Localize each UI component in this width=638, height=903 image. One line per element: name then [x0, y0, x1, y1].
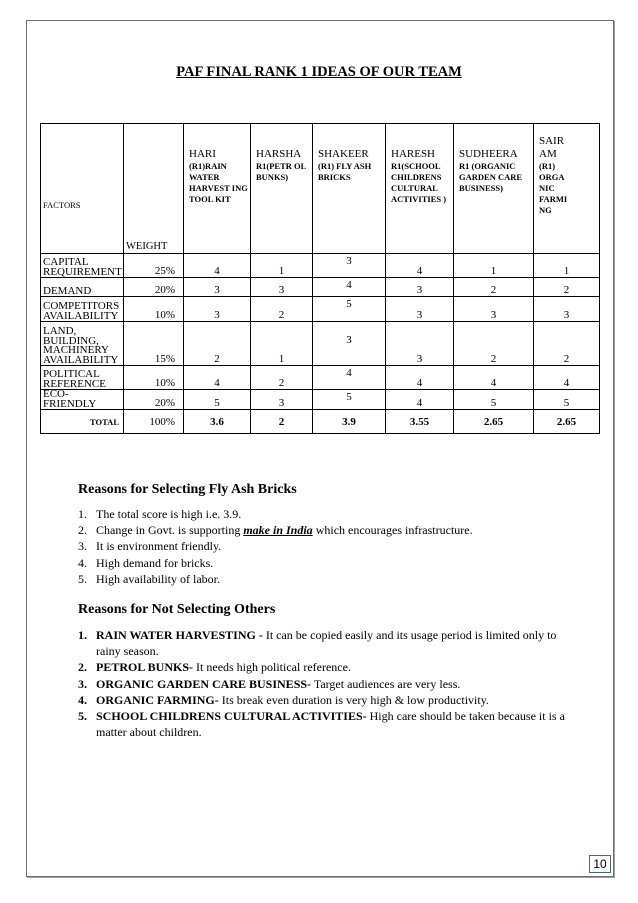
column-header: SHAKEER (R1) FLY ASH BRICKS — [313, 124, 386, 254]
list-item: 3. It is environment friendly. — [78, 539, 222, 554]
score-cell: 3 — [454, 297, 534, 322]
score-cell: 4 — [386, 366, 454, 390]
score-cell: 2 — [251, 366, 313, 390]
table-row — [41, 297, 600, 322]
factors-header: FACTORS — [41, 124, 124, 254]
table-header-row — [41, 124, 600, 254]
list-item: 1. The total score is high i.e. 3.9. — [78, 507, 242, 521]
score-cell: 1 — [251, 254, 313, 278]
page-title: PAF FINAL RANK 1 IDEAS OF OUR TEAM — [176, 64, 462, 80]
score-cell: 1 — [454, 254, 534, 278]
column-header: SUDHEERA R1 (ORGANIC GARDEN CARE BUSINESS) — [454, 124, 534, 254]
score-cell: 4 — [454, 366, 534, 390]
score-cell: 4 — [313, 366, 386, 390]
table-row — [41, 254, 600, 278]
list-item: 4. High demand for bricks. — [78, 555, 214, 570]
total-label: TOTAL — [41, 410, 124, 434]
table-row — [41, 390, 600, 410]
total-score: 3.55 — [386, 410, 454, 434]
column-header: SAIR AM (R1) ORGA NIC FARMI NG — [534, 124, 600, 254]
total-score: 2.65 — [534, 410, 600, 434]
score-cell: 4 — [184, 254, 251, 278]
list-item: 5. High availability of labor. — [78, 571, 220, 586]
make-in-india-emphasis: make in India — [243, 523, 313, 538]
weight-cell: 25% — [124, 254, 184, 278]
score-cell: 2 — [454, 278, 534, 297]
score-cell: 3 — [184, 278, 251, 297]
table-row — [41, 322, 600, 366]
score-cell: 1 — [251, 322, 313, 366]
score-cell: 4 — [386, 254, 454, 278]
factor-cell: POLITICAL REFERENCE — [41, 366, 124, 390]
column-header: HARESH R1(SCHOOL CHILDRENS CULTURAL ACTIVITIES ) — [386, 124, 454, 254]
factor-cell: COMPETITORS AVAILABILITY — [41, 297, 124, 322]
table-row — [41, 278, 600, 297]
score-cell: 4 — [386, 390, 454, 410]
weight-cell: 20% — [124, 278, 184, 297]
score-cell: 5 — [454, 390, 534, 410]
score-cell: 3 — [534, 297, 600, 322]
factor-cell: LAND, BUILDING, MACHINERY AVAILABILITY — [41, 322, 124, 366]
weight-header: WEIGHT — [124, 124, 184, 254]
score-cell: 3 — [251, 390, 313, 410]
score-cell: 2 — [534, 322, 600, 366]
total-score: 3.6 — [184, 410, 251, 434]
score-cell: 3 — [386, 322, 454, 366]
list-item: 1. RAIN WATER HARVESTING - It can be copied easily and its usage period is limited only to rainy season. — [78, 628, 557, 659]
score-cell: 5 — [184, 390, 251, 410]
score-cell: 3 — [386, 297, 454, 322]
weight-cell: 20% — [124, 390, 184, 410]
factor-cell: DEMAND — [41, 278, 124, 297]
ranking-table — [40, 123, 600, 434]
score-cell: 5 — [313, 297, 386, 322]
list-item: 3. ORGANIC GARDEN CARE BUSINESS- Target audiences are very less. — [78, 676, 461, 691]
total-score: 3.9 — [313, 410, 386, 434]
total-weight: 100% — [124, 410, 184, 434]
score-cell: 3 — [313, 254, 386, 278]
score-cell: 5 — [534, 390, 600, 410]
score-cell: 3 — [184, 297, 251, 322]
page-number: 10 — [589, 855, 611, 873]
score-cell: 2 — [251, 297, 313, 322]
score-cell: 5 — [313, 390, 386, 410]
weight-cell: 10% — [124, 297, 184, 322]
reasons-select-heading: Reasons for Selecting Fly Ash Bricks — [78, 482, 297, 497]
table-row — [41, 366, 600, 390]
list-item: 4. ORGANIC FARMING- Its break even duration is very high & low productivity. — [78, 692, 489, 707]
list-item: 5. SCHOOL CHILDRENS CULTURAL ACTIVITIES- High care should be taken because it is a matter about children. — [78, 709, 565, 740]
weight-cell: 10% — [124, 366, 184, 390]
reasons-not-list — [78, 627, 578, 740]
score-cell: 4 — [313, 278, 386, 297]
score-cell: 3 — [386, 278, 454, 297]
total-row — [41, 410, 600, 434]
factor-cell: ECO-FRIENDLY — [41, 390, 124, 410]
list-item: 2. PETROL BUNKS- It needs high political reference. — [78, 660, 351, 675]
column-header: HARI (R1)RAIN WATER HARVEST ING TOOL KIT — [184, 124, 251, 254]
total-score: 2 — [251, 410, 313, 434]
reasons-not-heading: Reasons for Not Selecting Others — [78, 602, 276, 617]
score-cell: 2 — [454, 322, 534, 366]
total-score: 2.65 — [454, 410, 534, 434]
score-cell: 3 — [251, 278, 313, 297]
score-cell: 3 — [313, 322, 386, 366]
weight-cell: 15% — [124, 322, 184, 366]
score-cell: 2 — [534, 278, 600, 297]
column-header: HARSHA R1(PETR OL BUNKS) — [251, 124, 313, 254]
list-item: 2. Change in Govt. is supporting make in India which encourages infrastructure. — [78, 523, 473, 538]
score-cell: 1 — [534, 254, 600, 278]
reasons-select-list — [78, 506, 473, 587]
score-cell: 4 — [184, 366, 251, 390]
score-cell: 4 — [534, 366, 600, 390]
factor-cell: CAPITAL REQUIREMENT — [41, 254, 124, 278]
score-cell: 2 — [184, 322, 251, 366]
